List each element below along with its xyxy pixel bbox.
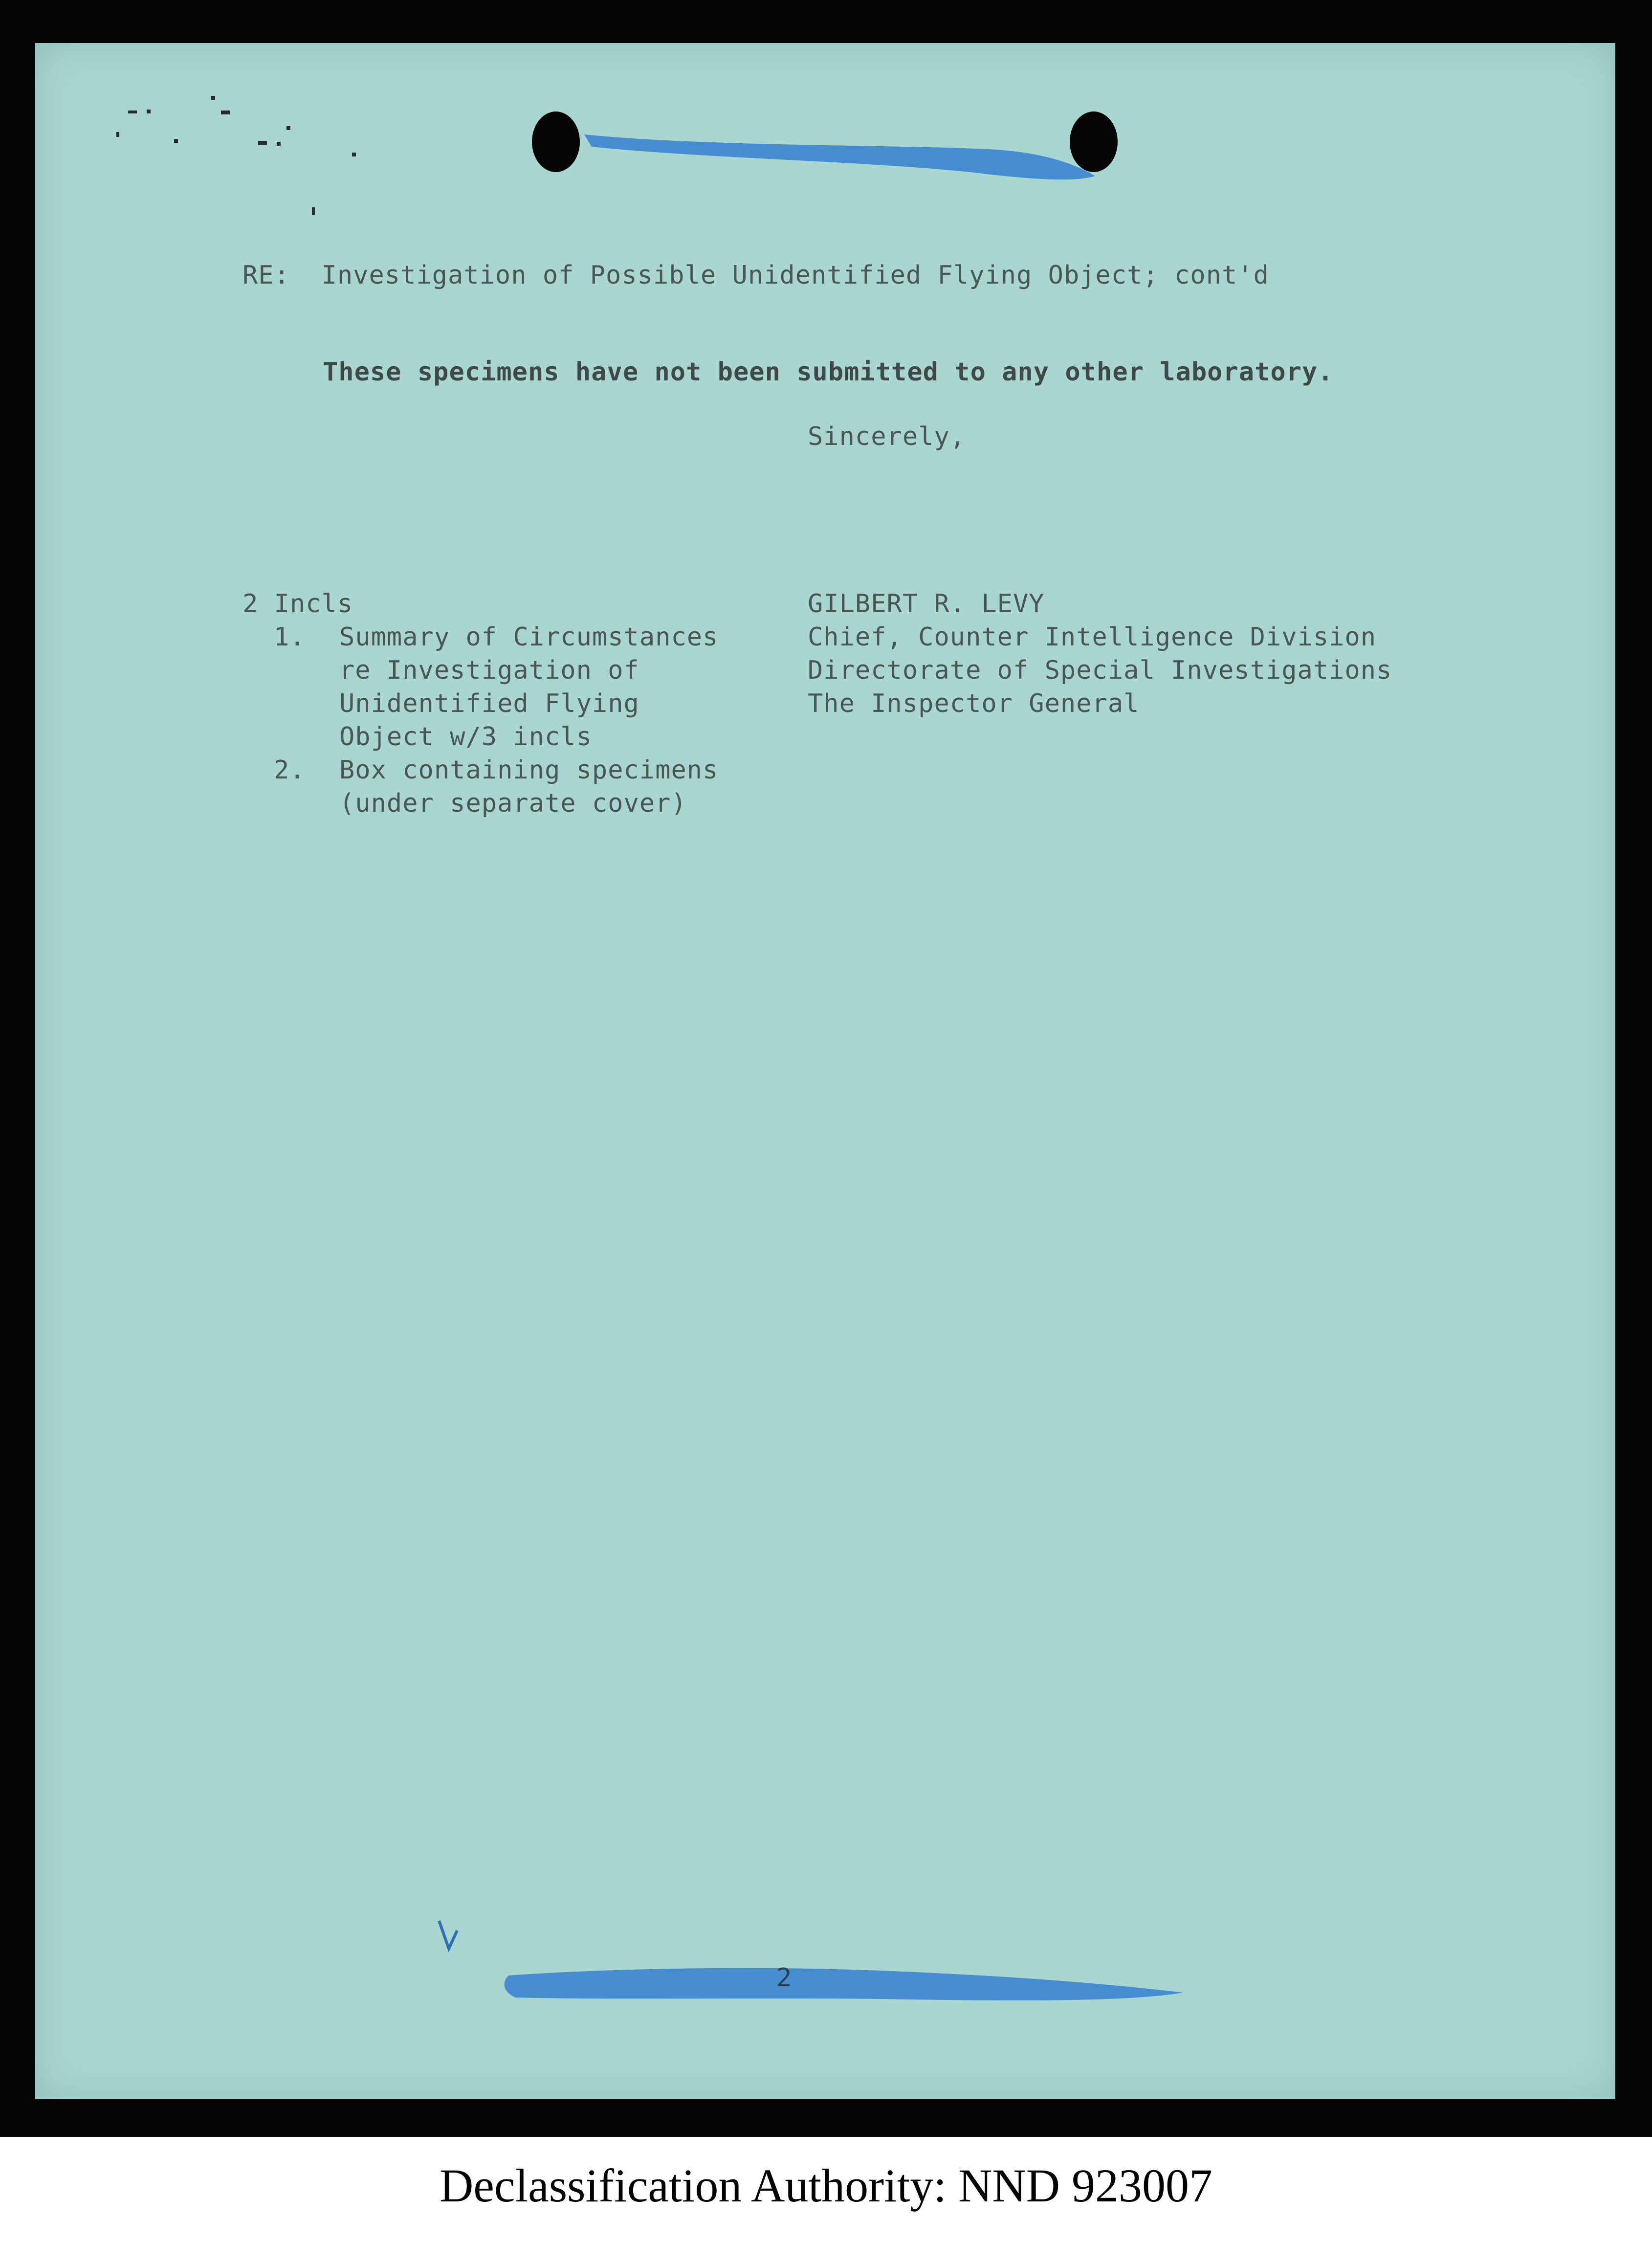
signer-title-line: Directorate of Special Investigations [808, 656, 1392, 685]
footer [0, 2137, 1652, 2242]
signer-title-line: The Inspector General [808, 689, 1140, 718]
declassification-authority: Declassification Authority: NND 923007 [439, 2159, 1213, 2212]
subject-line: RE: Investigation of Possible Unidentified Flying Object; cont'd [242, 261, 1269, 290]
check-mark-icon [439, 1921, 457, 1949]
enclosure-line: Object w/3 incls [339, 722, 592, 752]
enclosure-number: 2. [274, 755, 306, 785]
page-number: 2 [776, 1963, 793, 1993]
enclosure-number: 1. [274, 622, 306, 652]
signer-name: GILBERT R. LEVY [808, 589, 1045, 619]
enclosure-line: Summary of Circumstances [339, 622, 719, 652]
bottom-ink-stroke [505, 1968, 1183, 2000]
closing: Sincerely, [808, 422, 966, 451]
paper-specks [116, 96, 356, 215]
body-text: These specimens have not been submitted to any other laboratory. [323, 357, 1334, 387]
enclosure-line: Box containing specimens [339, 755, 719, 785]
top-ink-stroke [584, 134, 1095, 179]
enclosure-line: (under separate cover) [339, 789, 687, 818]
enclosures-heading: 2 Incls [242, 589, 353, 619]
enclosure-line: re Investigation of [339, 656, 639, 685]
signer-title-line: Chief, Counter Intelligence Division [808, 622, 1377, 652]
enclosure-line: Unidentified Flying [339, 689, 639, 718]
